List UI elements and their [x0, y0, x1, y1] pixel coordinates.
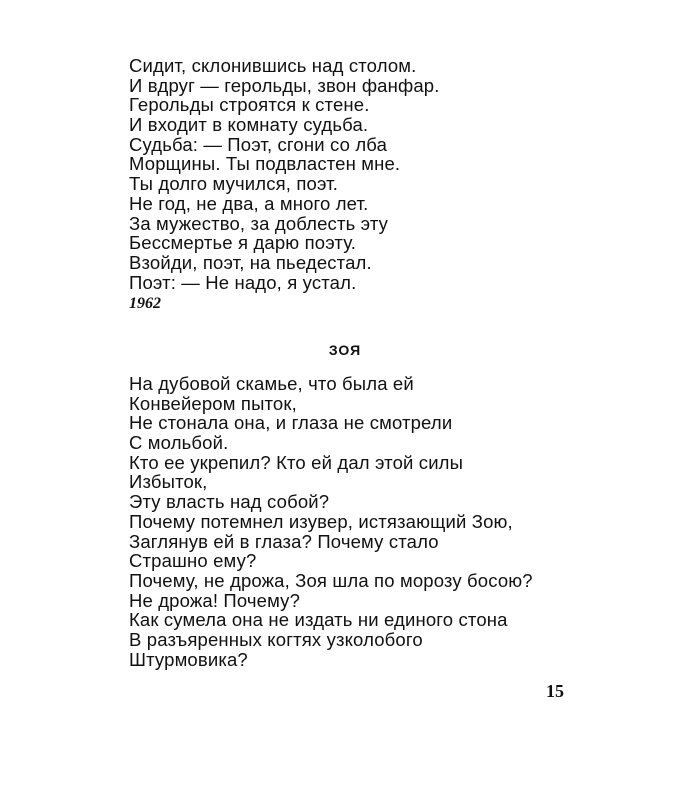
poem-line: Страшно ему? — [129, 550, 257, 572]
poem-line: Не стонала она, и глаза не смотрели — [129, 412, 453, 434]
poem-line: Конвейером пыток, — [129, 392, 297, 414]
poem-line: Бессмертье я дарю поэту. — [129, 232, 357, 254]
poem-line: За мужество, за доблесть эту — [129, 212, 389, 234]
poem-line: Почему, не дрожа, Зоя шла по морозу босою? — [129, 569, 533, 591]
poem-stanza-second — [129, 374, 533, 669]
page-number: 15 — [546, 681, 564, 701]
poem-line: И вдруг — герольды, звон фанфар. — [129, 74, 440, 96]
poem-date: 1962 — [129, 295, 161, 312]
poem-line: Морщины. Ты подвластен мне. — [129, 153, 401, 175]
poem-line: Не дрожа! Почему? — [129, 589, 301, 611]
poem-line: На дубовой скамье, что была ей — [129, 373, 414, 394]
poem-line: Штурмовика? — [129, 648, 248, 670]
poem-line: В разъяренных когтях узколобого — [129, 628, 423, 650]
poem-line: Эту власть над собой? — [129, 491, 330, 513]
poem-title: ЗОЯ — [328, 342, 362, 358]
poem-line: Взойди, поэт, на пьедестал. — [129, 251, 372, 273]
poem-line: Избыток, — [129, 471, 208, 493]
poem-line: Ты долго мучился, поэт. — [129, 173, 339, 195]
poem-line: Заглянув ей в глаза? Почему стало — [129, 530, 439, 552]
poem-line: Не год, не два, а много лет. — [129, 192, 369, 214]
poem-line: Сидит, склонившись над столом. — [129, 55, 417, 76]
poem-line: И входит в комнату судьба. — [129, 114, 369, 136]
poem-line: С мольбой. — [129, 432, 229, 454]
poem-stanza-first — [129, 56, 440, 292]
poem-line: Герольды строятся к стене. — [129, 94, 370, 116]
poem-line: Поэт: — Не надо, я устал. — [129, 271, 357, 293]
poem-line: Как сумела она не издать ни единого стона — [129, 609, 508, 631]
poem-line: Судьба: — Поэт, сгони со лба — [129, 133, 388, 155]
poem-line: Почему потемнел изувер, истязающий Зою, — [129, 510, 513, 532]
poem-line: Кто ее укрепил? Кто ей дал этой силы — [129, 451, 464, 473]
